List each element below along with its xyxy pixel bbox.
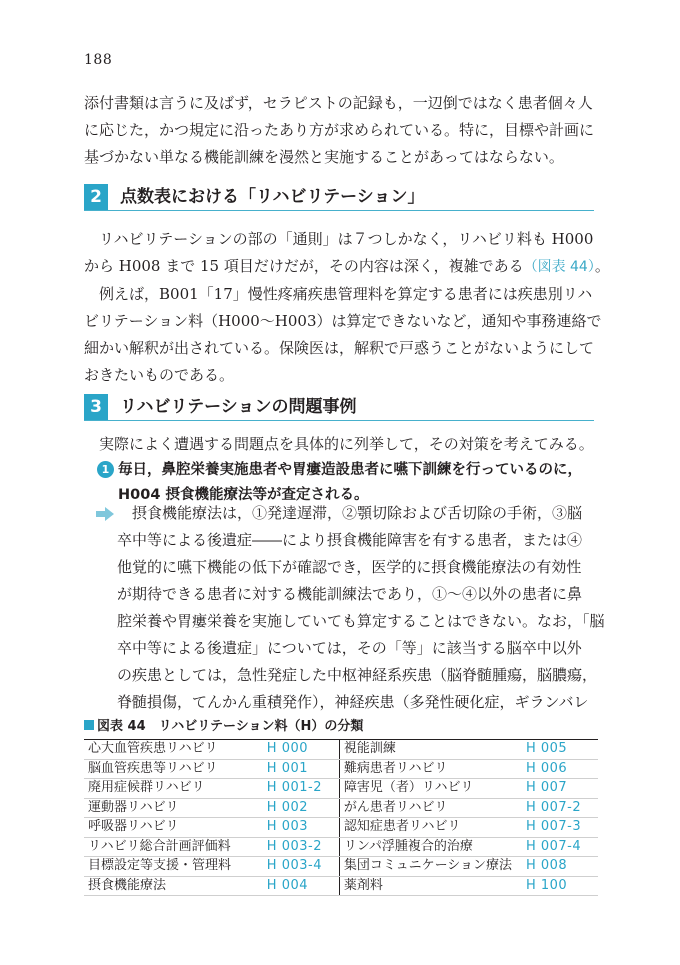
rehab-code-cell: H 003 <box>263 818 340 838</box>
table-row <box>84 759 598 779</box>
rehab-code-cell: H 005 <box>522 740 598 760</box>
answer-line: 摂食機能療法は，①発達遅滞，②顎切除および舌切除の手術，③脳 <box>132 504 583 522</box>
rehab-code-cell: H 007-2 <box>522 798 598 818</box>
table-row <box>84 857 598 877</box>
paragraph-line: ビリテーション料（H000〜H003）は算定できないなど，通知や事務連絡で <box>84 312 602 330</box>
paragraph-line: 細かい解釈が出されている。保険医は，解釈で戸惑うことがないようにして <box>84 339 595 357</box>
paragraph-line: おきたいものである。 <box>84 366 235 384</box>
paragraph-line <box>84 253 610 281</box>
paragraph-end: 。 <box>594 257 610 275</box>
answer-line: 脊髄損傷，てんかん重積発作），神経疾患（多発性硬化症，ギランバレ <box>117 693 589 711</box>
rehab-name-cell: リンパ浮腫複合的治療 <box>339 837 522 857</box>
paragraph-line: リハビリテーションの部の「通則」は７つしかなく，リハビリ料も H000 <box>99 230 594 248</box>
rehab-code-cell: H 006 <box>522 759 598 779</box>
rehab-name-cell: リハビリ総合計画評価料 <box>84 837 263 857</box>
square-marker-icon <box>84 720 94 730</box>
rehab-name-cell: 脳血管疾患等リハビリ <box>84 759 263 779</box>
case-number-badge: 1 <box>97 461 114 478</box>
answer-line: 卒中等による後遺症」については，その「等」に該当する脳卒中以外 <box>117 639 582 657</box>
rehab-code-cell: H 004 <box>263 876 340 896</box>
figure-caption-text: 図表 44 リハビリテーション料（H）の分類 <box>97 719 364 734</box>
section-2-paragraph-2 <box>84 281 602 389</box>
figure-44-table <box>84 739 598 896</box>
intro-line: 基づかない単なる機能訓練を漫然と実施することがあってはならない。 <box>84 148 564 166</box>
intro-line: に応じた，かつ規定に沿ったあり方が求められている。特に，目標や計画に <box>84 121 595 139</box>
paragraph-line: 例えば，B001「17」慢性疼痛疾患管理料を算定する患者には疾患別リハ <box>99 285 593 303</box>
rehab-name-cell: 運動器リハビリ <box>84 798 263 818</box>
table-row <box>84 876 598 896</box>
table-row <box>84 818 598 838</box>
rehab-name-cell: 薬剤料 <box>339 876 522 896</box>
figure-reference[interactable]: （図表 44） <box>523 259 595 275</box>
rehab-code-cell: H 003-4 <box>263 857 340 877</box>
rehab-code-cell: H 003-2 <box>263 837 340 857</box>
rehab-code-cell: H 002 <box>263 798 340 818</box>
rehab-code-cell: H 001 <box>263 759 340 779</box>
section-2-heading <box>84 184 594 211</box>
rehab-code-cell: H 008 <box>522 857 598 877</box>
case-text: 毎日，鼻腔栄養実施患者や胃瘻造設患者に嚥下訓練を行っているのに， <box>118 462 582 478</box>
paragraph-text: から H008 まで 15 項目だけだが，その内容は深く，複雑である <box>84 257 524 275</box>
section-2-number: 2 <box>84 184 108 210</box>
rehab-code-cell: H 001-2 <box>263 779 340 799</box>
case-1-answer <box>117 500 605 716</box>
intro-line: 添付書類は言うに及ばず，セラピストの記録も，一辺倒ではなく患者個々人 <box>84 94 593 112</box>
answer-line: の疾患としては，急性発症した中枢神経系疾患（脳脊髄腫瘍，脳膿瘍， <box>117 666 598 684</box>
answer-line: 卒中等による後遺症――により摂食機能障害を有する患者，または④ <box>117 531 583 549</box>
rehab-code-cell: H 007 <box>522 779 598 799</box>
rehab-code-cell: H 007-3 <box>522 818 598 838</box>
rehab-name-cell: 摂食機能療法 <box>84 876 263 896</box>
paragraph-line: 実際によく遭遇する問題点を具体的に列挙して，その対策を考えてみる。 <box>99 435 594 453</box>
rehab-name-cell: 呼吸器リハビリ <box>84 818 263 838</box>
answer-line: 他覚的に嚥下機能の低下が確認でき，医学的に摂食機能療法の有効性 <box>117 558 582 576</box>
rehab-name-cell: 障害児（者）リハビリ <box>339 779 522 799</box>
section-3-heading <box>84 394 594 421</box>
intro-paragraph <box>84 90 596 171</box>
rehab-name-cell: 難病患者リハビリ <box>339 759 522 779</box>
table-row <box>84 837 598 857</box>
answer-line: が期待できる患者に対する機能訓練法であり，①〜④以外の患者に鼻 <box>117 585 583 603</box>
table-row <box>84 798 598 818</box>
rehab-name-cell: がん患者リハビリ <box>339 798 522 818</box>
section-2-title: 点数表における「リハビリテーション」 <box>120 187 425 207</box>
table-row <box>84 779 598 799</box>
rehab-code-cell: H 000 <box>263 740 340 760</box>
section-3-number: 3 <box>84 394 108 420</box>
table-row <box>84 740 598 760</box>
section-2-paragraph-1 <box>84 226 610 281</box>
rehab-code-cell: H 007-4 <box>522 837 598 857</box>
rehab-name-cell: 心大血管疾患リハビリ <box>84 740 263 760</box>
section-3-intro <box>99 431 611 458</box>
arrow-right-icon <box>96 507 114 521</box>
answer-line: 腔栄養や胃瘻栄養を実施していても算定することはできない。なお，「脳 <box>117 612 605 630</box>
rehab-name-cell: 廃用症候群リハビリ <box>84 779 263 799</box>
rehab-name-cell: 視能訓練 <box>339 740 522 760</box>
case-line <box>97 458 602 483</box>
page-number: 188 <box>84 52 113 68</box>
case-line: H004 摂食機能療法等が査定される。 <box>118 487 369 503</box>
figure-44-caption <box>84 718 363 736</box>
rehab-name-cell: 集団コミュニケーション療法 <box>339 857 522 877</box>
rehab-code-cell: H 100 <box>522 876 598 896</box>
section-3-title: リハビリテーションの問題事例 <box>120 397 357 417</box>
rehab-name-cell: 認知症患者リハビリ <box>339 818 522 838</box>
rehab-name-cell: 目標設定等支援・管理料 <box>84 857 263 877</box>
